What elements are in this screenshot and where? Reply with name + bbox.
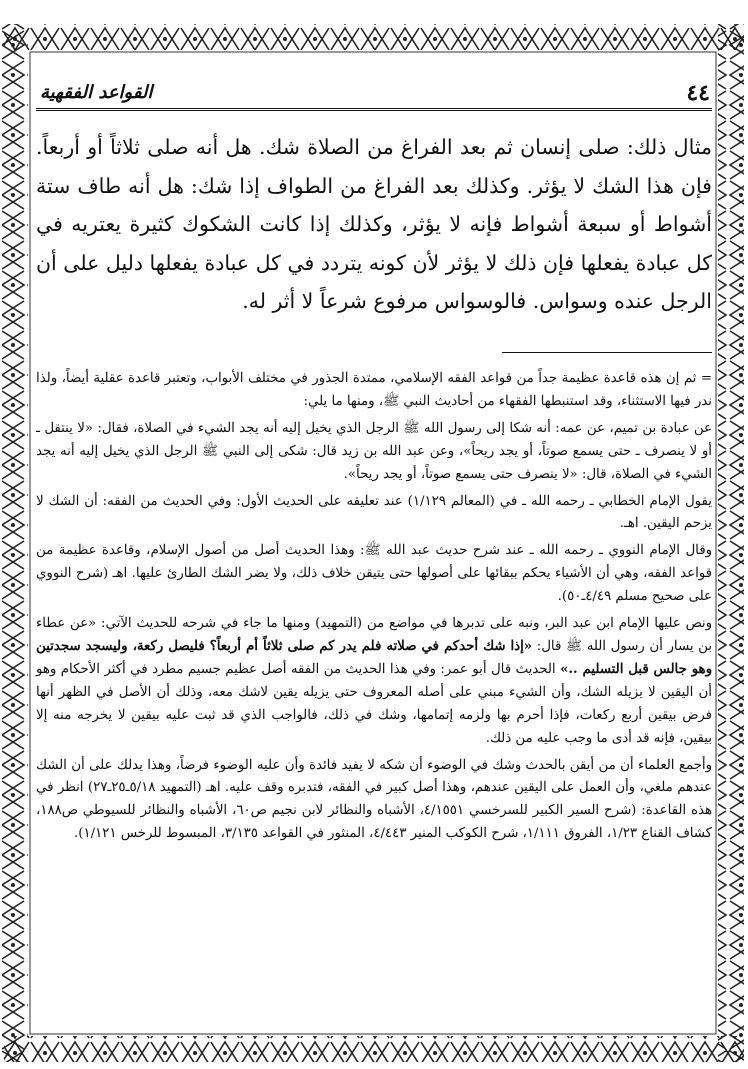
footnote-paragraph: عن عبادة بن تميم، عن عمه: أنه شكا إلى رسول الله ﷺ الرجل الذي يخيل إليه أنه يجد الشيء في الصلاة، فقال: «لا ينتقل ـ أو لا ينصرف ـ حتى يسمع صوتاً، أو يجد ريحاً»، وعن عبد الله بن زيد قال: شكى إلى النبي ﷺ الرجل الذي يخيل إليه أنه يجد الشيء في الصلاة، قال: «لا ينصرف حتى يسمع صوتاً، أو يجد ريحاً». <box>36 420 712 482</box>
main-text <box>36 128 712 321</box>
footnote-paragraph: وأجمع العلماء أن من أيقن بالحدث وشك في الوضوء أن شكه لا يفيد فائدة وأن عليه الوضوء فرضاً، وهذا يدلك على أن الشك عندهم ملغي، وأن العمل على اليقين عندهم، وهذا أصل كبير في الفقه، فتدبره وقف عليه. اهـ (التمهيد ٥/١٨ـ٢٥ـ٢٧) انظر في هذه القاعدة: (شرح السير الكبير للسرخسي ٤/١٥٥١، الأشباه والنظائر لابن نجيم ص٦٠، الأشباه والنظائر للسيوطي ص١٨٨، كشاف القناع ١/٢٣، الفروق ١/١١١، شرح الكوكب المنير ٤/٤٤٣، المنثور في القواعد ٣/١٣٥، المبسوط للرخس ١/١٢١). <box>36 757 713 842</box>
hadith-quote: «إذا شك أحدكم في صلاته فلم يدر كم صلى ثلاثاً أم أربعاً؟ فليصل ركعة، وليسجد سجدتين وهو جالس قبل التسليم ..» <box>36 638 712 677</box>
footnote-text: ونص عليها الإمام ابن عبد البر، ونبه على تدبرها في مواضع من (التمهيد) ومنها ما جاء في شرحه للحديث الآتي: «عن عطاء بن يسار أن رسول الله ﷺ قال: <box>36 616 713 654</box>
page-header <box>36 78 712 111</box>
page-number: ٤٤ <box>686 80 710 106</box>
footnote-text: الحديث قال أبو عمر: وفي هذا الحديث من الفقه أصل عظيم جسيم مطرد في أكثر الأحكام وهو أن اليقين لا يزيله الشك، وأن الشيء مبني على أصله المعروف حتى يزيله يقين لاشك معه، وذلك أن الأصل في الظهر أنها فرض بيقين أربع ركعات، فإذا أحرم بها ولزمه إتمامها، وشك في ذلك، فالواجب الذي قد ثبت عليه بيقين لا يخرجه منه إلا بيقين، فإنه قد أدى ما وجب عليه من ذلك. <box>36 661 712 746</box>
footnotes <box>36 368 712 846</box>
footnote-paragraph: = ثم إن هذه قاعدة عظيمة جداً من قواعد الفقه الإسلامي، ممتدة الجذور في مختلف الأبواب، وتعتبر قاعدة عقلية أيضاً، ولذا ندر فيها الاستثناء، وقد استنبطها الفقهاء من أحاديث النبي ﷺ، ومنها ما يلي: <box>36 371 712 409</box>
footnote-separator <box>502 352 712 353</box>
footnote-paragraph <box>36 613 712 750</box>
running-title: القواعد الفقهية <box>40 82 153 103</box>
book-page <box>36 78 712 1038</box>
footnote-paragraph: يقول الإمام الخطابي ـ رحمه الله ـ في (المعالم ١/١٢٩) عند تعليقه على الحديث الأول: وفي الحديث من الفقه: أن الشك لا يزحم اليقين. اهـ. <box>36 493 712 532</box>
footnote-paragraph: وقال الإمام النووي ـ رحمه الله ـ عند شرح حديث عبد الله ﷺ: وهذا الحديث أصل من أصول الإسلام، وقاعدة عظيمة من قواعد الفقه، وهي أن الأشياء يحكم ببقائها على أصولها حتى يتيقن خلاف ذلك، ولا يضر الشك الطارئ عليها. اهـ (شرح النووي على صحيح مسلم ٤/٤٩ـ٥٠). <box>36 543 712 605</box>
main-paragraph: مثال ذلك: صلى إنسان ثم بعد الفراغ من الصلاة شك. هل أنه صلى ثلاثاً أو أربعاً. فإن هذا الشك لا يؤثر. وكذلك بعد الفراغ من الطواف إذا شك: هل أنه طاف ستة أشواط أو سبعة أشواط فإنه لا يؤثر، وكذلك إذا كانت الشكوك كثيرة يعتريه في كل عبادة يفعلها فإن ذلك لا يؤثر لأن كونه يتردد في كل عبادة يفعلها دليل على أن الرجل عنده وسواس. فالوسواس مرفوع شرعاً لا أثر له. <box>36 135 712 313</box>
